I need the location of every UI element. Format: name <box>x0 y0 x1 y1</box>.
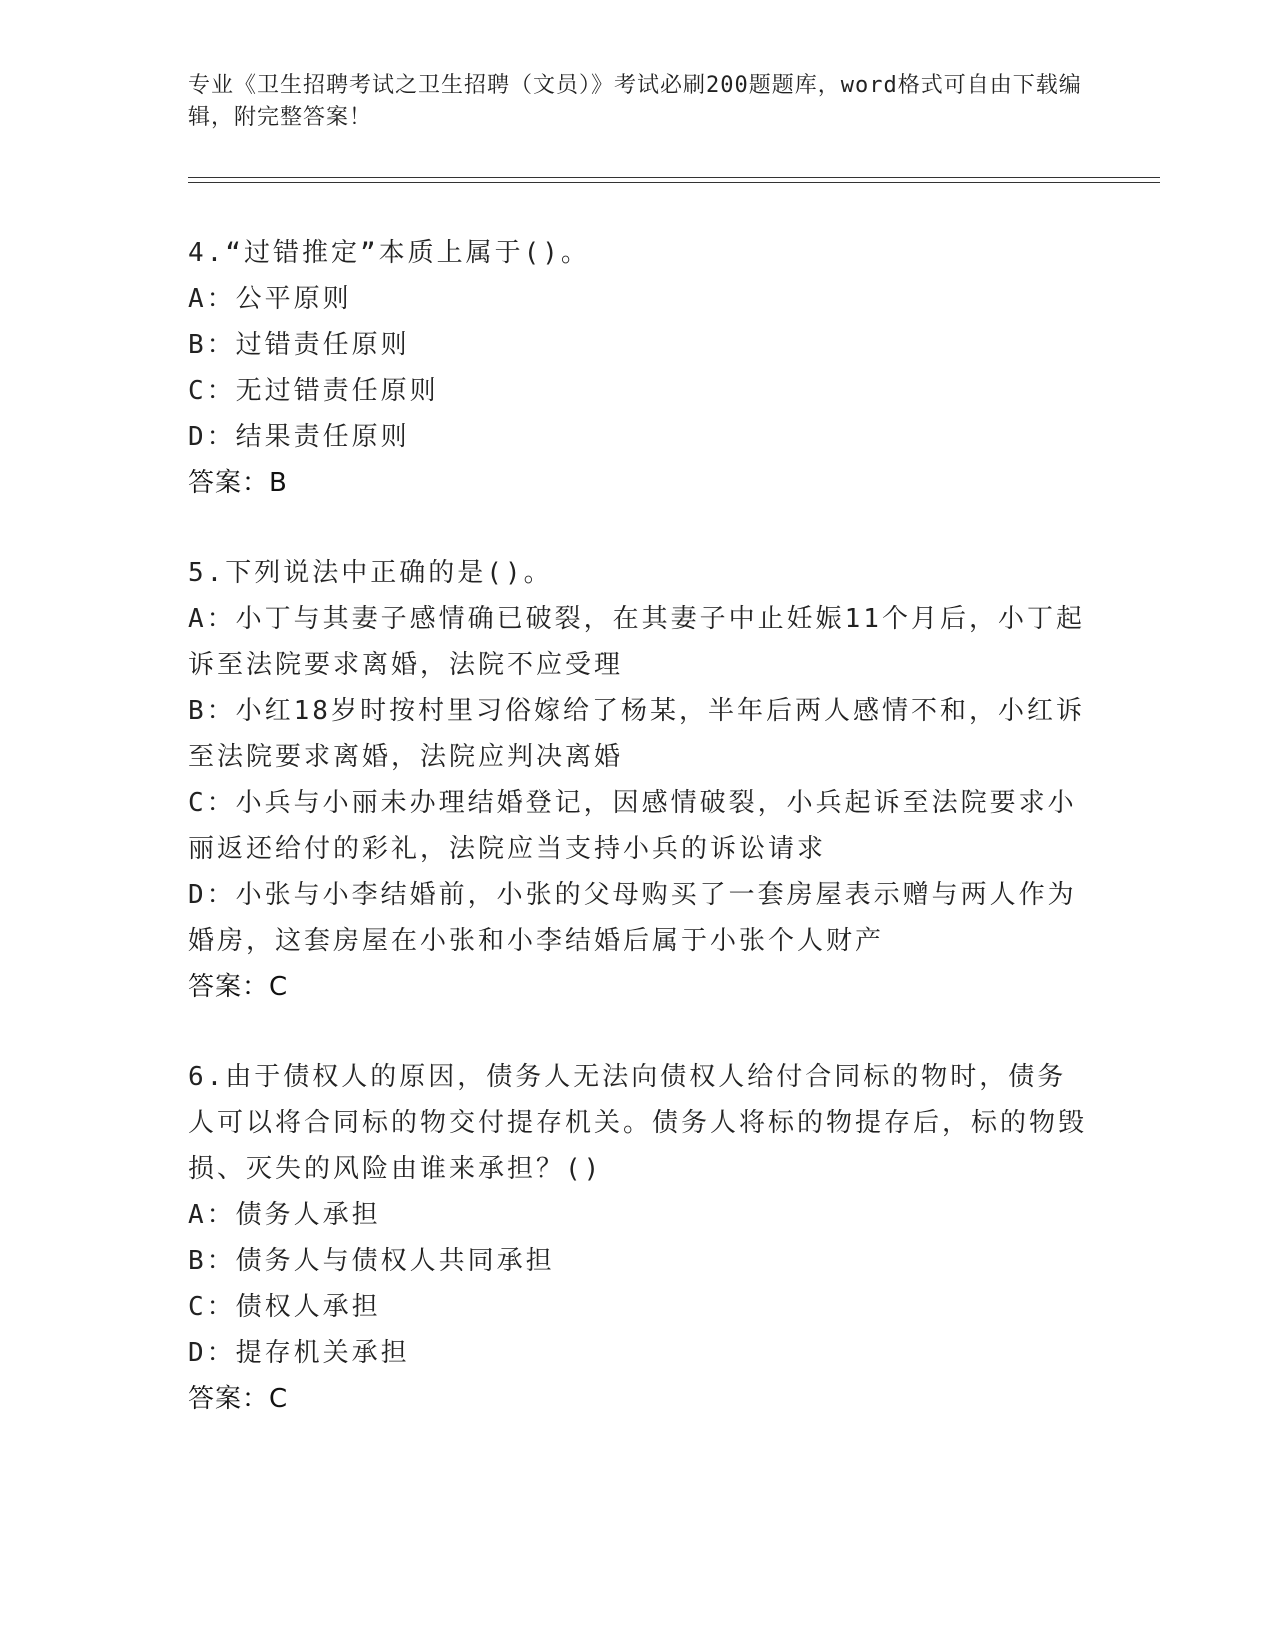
option-b: B：过错责任原则 <box>188 330 410 360</box>
question-stem: 6.由于债权人的原因，债务人无法向债权人给付合同标的物时，债务人可以将合同标的物交付提存机关。债务人将标的物提存后，标的物毁损、灭失的风险由谁来承担？() <box>188 1062 1088 1184</box>
question-6 <box>188 1054 1088 1422</box>
answer-line: 答案：C <box>188 972 289 1002</box>
question-list <box>188 230 1088 1466</box>
option-b: B：债务人与债权人共同承担 <box>188 1246 555 1276</box>
option-d: D：提存机关承担 <box>188 1338 410 1368</box>
question-stem: 4.“过错推定”本质上属于()。 <box>188 238 590 268</box>
option-a: A：小丁与其妻子感情确已破裂，在其妻子中止妊娠11个月后，小丁起诉至法院要求离婚，法院不应受理 <box>188 604 1085 680</box>
question-5 <box>188 550 1088 1010</box>
answer-line: 答案：B <box>188 468 288 498</box>
question-stem: 5.下列说法中正确的是()。 <box>188 558 553 588</box>
option-a: A：债务人承担 <box>188 1200 381 1230</box>
option-d: D：小张与小李结婚前，小张的父母购买了一套房屋表示赠与两人作为婚房，这套房屋在小张和小李结婚后属于小张个人财产 <box>188 880 1077 956</box>
option-c: C：债权人承担 <box>188 1292 381 1322</box>
option-c: C：小兵与小丽未办理结婚登记，因感情破裂，小兵起诉至法院要求小丽返还给付的彩礼，法院应当支持小兵的诉讼请求 <box>188 788 1077 864</box>
question-4 <box>188 230 1088 506</box>
header-divider-bottom <box>188 182 1160 183</box>
option-c: C：无过错责任原则 <box>188 376 439 406</box>
option-d: D：结果责任原则 <box>188 422 410 452</box>
answer-line: 答案：C <box>188 1384 289 1414</box>
option-b: B：小红18岁时按村里习俗嫁给了杨某，半年后两人感情不和，小红诉至法院要求离婚，法院应判决离婚 <box>188 696 1085 772</box>
option-a: A：公平原则 <box>188 284 352 314</box>
header-divider-top <box>188 177 1160 178</box>
document-header: 专业《卫生招聘考试之卫生招聘（文员）》考试必刷200题题库，word格式可自由下载编辑，附完整答案！ <box>188 73 1082 130</box>
